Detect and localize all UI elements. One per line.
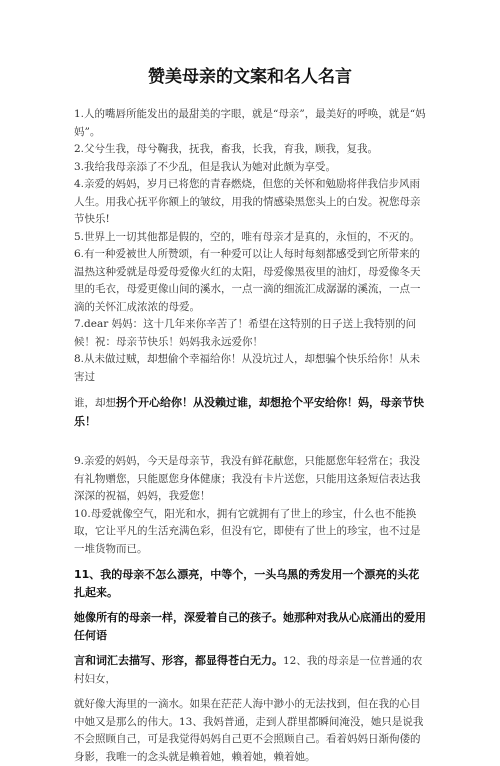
paragraph-11-b: 她像所有的母亲一样，深爱着自己的孩子。她那种对我从心底涌出的爱用任何语 [74, 611, 426, 642]
paragraph-1: 1.人的嘴唇所能发出的最甜美的字眼，就是“母亲”，最美好的呼唤，就是“妈妈”。 [74, 108, 426, 138]
spacer [74, 431, 428, 453]
paragraph-5: 5.世界上一切其他都是假的，空的，唯有母亲才是真的，永恒的，不灭的。 [74, 230, 421, 243]
paragraph-7: 7.dear 妈妈：这十几年来你辛苦了！希望在这特别的日子送上我特别的问候！祝：母亲节快乐！妈妈我永远爱你！ [74, 318, 417, 348]
article-body [74, 106, 428, 766]
paragraph-3: 3.我给我母亲添了不少乱，但是我认为她对此颇为享受。 [74, 160, 337, 173]
paragraph-8-continued [74, 394, 428, 431]
paragraph-11-c [74, 652, 428, 688]
paragraph-10: 10.母爱就像空气，阳光和水，拥有它就拥有了世上的珍宝，什么也不能换取，它让平凡的生活充满色彩，但没有它，即使有了世上的珍宝，也不过是一堆货物而已。 [74, 507, 421, 555]
paragraph-8: 8.从未做过贼，却想偷个幸福给你！从没坑过人，却想骗个快乐给你！从未害过 [74, 353, 421, 383]
paragraph-8-cont-text: 谁，却想 [74, 397, 116, 409]
paragraph-6: 6.有一种爱被世人所赞颂，有一种爱可以让人每时每刻都感受到它所带来的温热这种爱就是母爱母爱像火红的太阳，母爱像黑夜里的油灯，母爱像冬天里的毛衣，母爱更像山间的溪水，一点一滴的细流汇成潺潺的溪流，一点一滴的关怀汇成浓浓的母爱。 [74, 248, 421, 313]
paragraph-2: 2.父兮生我，母兮鞠我，抚我，畜我，长我，育我，顾我，复我。 [74, 143, 379, 155]
paragraph-12-start: 12、我的母亲是一位普通的农村妇女， [74, 655, 423, 685]
paragraph-11: 11、我的母亲不怎么漂亮，中等个，一头乌黑的秀发用一个漂亮的头花扎起来。 [74, 568, 420, 599]
paragraph-11-c-bold: 言和词汇去描写、形容，都显得苍白无力。 [74, 654, 283, 667]
paragraph-8-bold-text: 拐个开心给你！从没赖过谁，却想抢个平安给你！妈，母亲节快乐！ [74, 396, 424, 428]
paragraph-12-rest: 就好像大海里的一滴水。如果在茫茫人海中渺小的无法找到，但在我的心目中她又是那么的伟大。13、我妈普通，走到人群里都瞬间淹没，她只是说我不会照顾自己，可是我觉得妈妈自己更不会照顾自己。看着妈妈日渐佝偻的身影，我唯一的念头就是赖着她，赖着她，赖着她。 [74, 698, 424, 763]
paragraph-9: 9.亲爱的妈妈，今天是母亲节，我没有鲜花献您，只能愿您年轻常在；我没有礼物赠您，只能愿您身体健康；我没有卡片送您，只能用这条短信表达我深深的祝福，妈妈，我爱您！ [74, 455, 421, 502]
page-title: 赞美母亲的文案和名人名言 [148, 67, 352, 87]
paragraph-4: 4.亲爱的妈妈，岁月已将您的青春燃烧，但您的关怀和勉励将伴我信步风雨人生。用我心抚平你额上的皱纹，用我的情感染黑您头上的白发。祝您母亲节快乐! [74, 178, 421, 225]
